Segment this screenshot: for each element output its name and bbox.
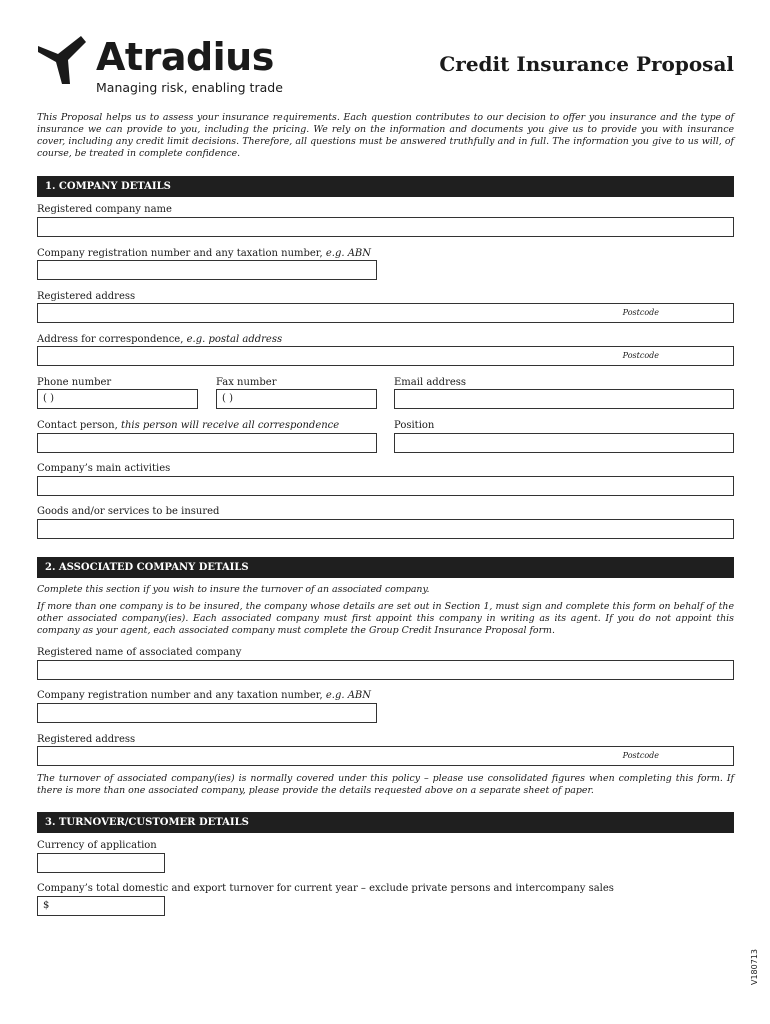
associated-note-1: Complete this section if you wish to insure the turnover of an associated company. bbox=[37, 584, 430, 595]
label-contact-person: Contact person, this person will receive all correspondence bbox=[37, 420, 340, 431]
associated-turnover-note: The turnover of associated company(ies) is normally covered under this policy – please use consolidated figures when completing this form. If there is more than one associated company, please provide the details requested above on a separate sheet of paper. bbox=[37, 773, 734, 796]
label-phone: Phone number bbox=[37, 377, 112, 388]
associated-address-field[interactable] bbox=[37, 746, 734, 766]
currency-field[interactable] bbox=[37, 853, 165, 873]
label-fax: Fax number bbox=[216, 377, 277, 388]
associated-company-name-field[interactable] bbox=[37, 660, 734, 680]
postcode-label: Postcode bbox=[622, 751, 659, 760]
label-currency: Currency of application bbox=[37, 840, 157, 851]
intro-paragraph: This Proposal helps us to assess your insurance requirements. Each question contributes to our decision to offer you insurance and the type of insurance we can provide to you, including the pricing. We rely on the information and documents you give us to provide you with insurance cover, including any credit limit decisions. Therefore, all questions must be answered truthfully and in full. The information you give to us will, of course, be treated in complete confidence. bbox=[37, 112, 734, 159]
section-header-turnover: 3. TURNOVER/CUSTOMER DETAILS bbox=[37, 812, 734, 833]
label-email: Email address bbox=[394, 377, 467, 388]
label-registered-company-name: Registered company name bbox=[37, 204, 172, 215]
dollar-sign: $ bbox=[43, 900, 50, 911]
document-code: V180713 bbox=[750, 948, 759, 985]
label-position: Position bbox=[394, 420, 435, 431]
label-registered-address: Registered address bbox=[37, 291, 136, 302]
total-turnover-field[interactable] bbox=[37, 896, 165, 916]
fax-area-code: ( ) bbox=[222, 393, 233, 404]
label-associated-company-name: Registered name of associated company bbox=[37, 647, 242, 658]
registration-number-field[interactable] bbox=[37, 260, 377, 280]
contact-person-field[interactable] bbox=[37, 433, 377, 453]
associated-note-2: If more than one company is to be insured, the company whose details are set out in Section 1, must sign and complete this form on behalf of the other associated company(ies). Each associated company must first appoint this company in writing as its agent. If you do not appoint this company as your agent, each associated company must complete the Group Credit Insurance Proposal form. bbox=[37, 601, 734, 636]
label-associated-registration-number: Company registration number and any taxation number, e.g. ABN bbox=[37, 690, 372, 701]
email-field[interactable] bbox=[394, 389, 734, 409]
associated-registration-number-field[interactable] bbox=[37, 703, 377, 723]
correspondence-address-field[interactable] bbox=[37, 346, 734, 366]
label-goods-services: Goods and/or services to be insured bbox=[37, 506, 220, 517]
label-associated-address: Registered address bbox=[37, 734, 136, 745]
postcode-label: Postcode bbox=[622, 351, 659, 360]
phone-field[interactable] bbox=[37, 389, 198, 409]
brand-tagline: Managing risk, enabling trade bbox=[96, 80, 283, 95]
registered-company-name-field[interactable] bbox=[37, 217, 734, 237]
label-total-turnover: Company’s total domestic and export turnover for current year – exclude private persons and intercompany sales bbox=[37, 883, 614, 894]
goods-services-field[interactable] bbox=[37, 519, 734, 539]
postcode-label: Postcode bbox=[622, 308, 659, 317]
phone-area-code: ( ) bbox=[43, 393, 54, 404]
page-title: Credit Insurance Proposal bbox=[439, 52, 734, 76]
label-main-activities: Company’s main activities bbox=[37, 463, 171, 474]
registered-address-field[interactable] bbox=[37, 303, 734, 323]
position-field[interactable] bbox=[394, 433, 734, 453]
label-registration-number: Company registration number and any taxation number, e.g. ABN bbox=[37, 248, 372, 259]
main-activities-field[interactable] bbox=[37, 476, 734, 496]
atradius-logo-icon bbox=[36, 34, 92, 86]
section-header-company-details: 1. COMPANY DETAILS bbox=[37, 176, 734, 197]
section-header-associated-company: 2. ASSOCIATED COMPANY DETAILS bbox=[37, 557, 734, 578]
label-correspondence-address: Address for correspondence, e.g. postal address bbox=[37, 334, 283, 345]
fax-field[interactable] bbox=[216, 389, 377, 409]
brand-name: Atradius bbox=[96, 35, 274, 79]
